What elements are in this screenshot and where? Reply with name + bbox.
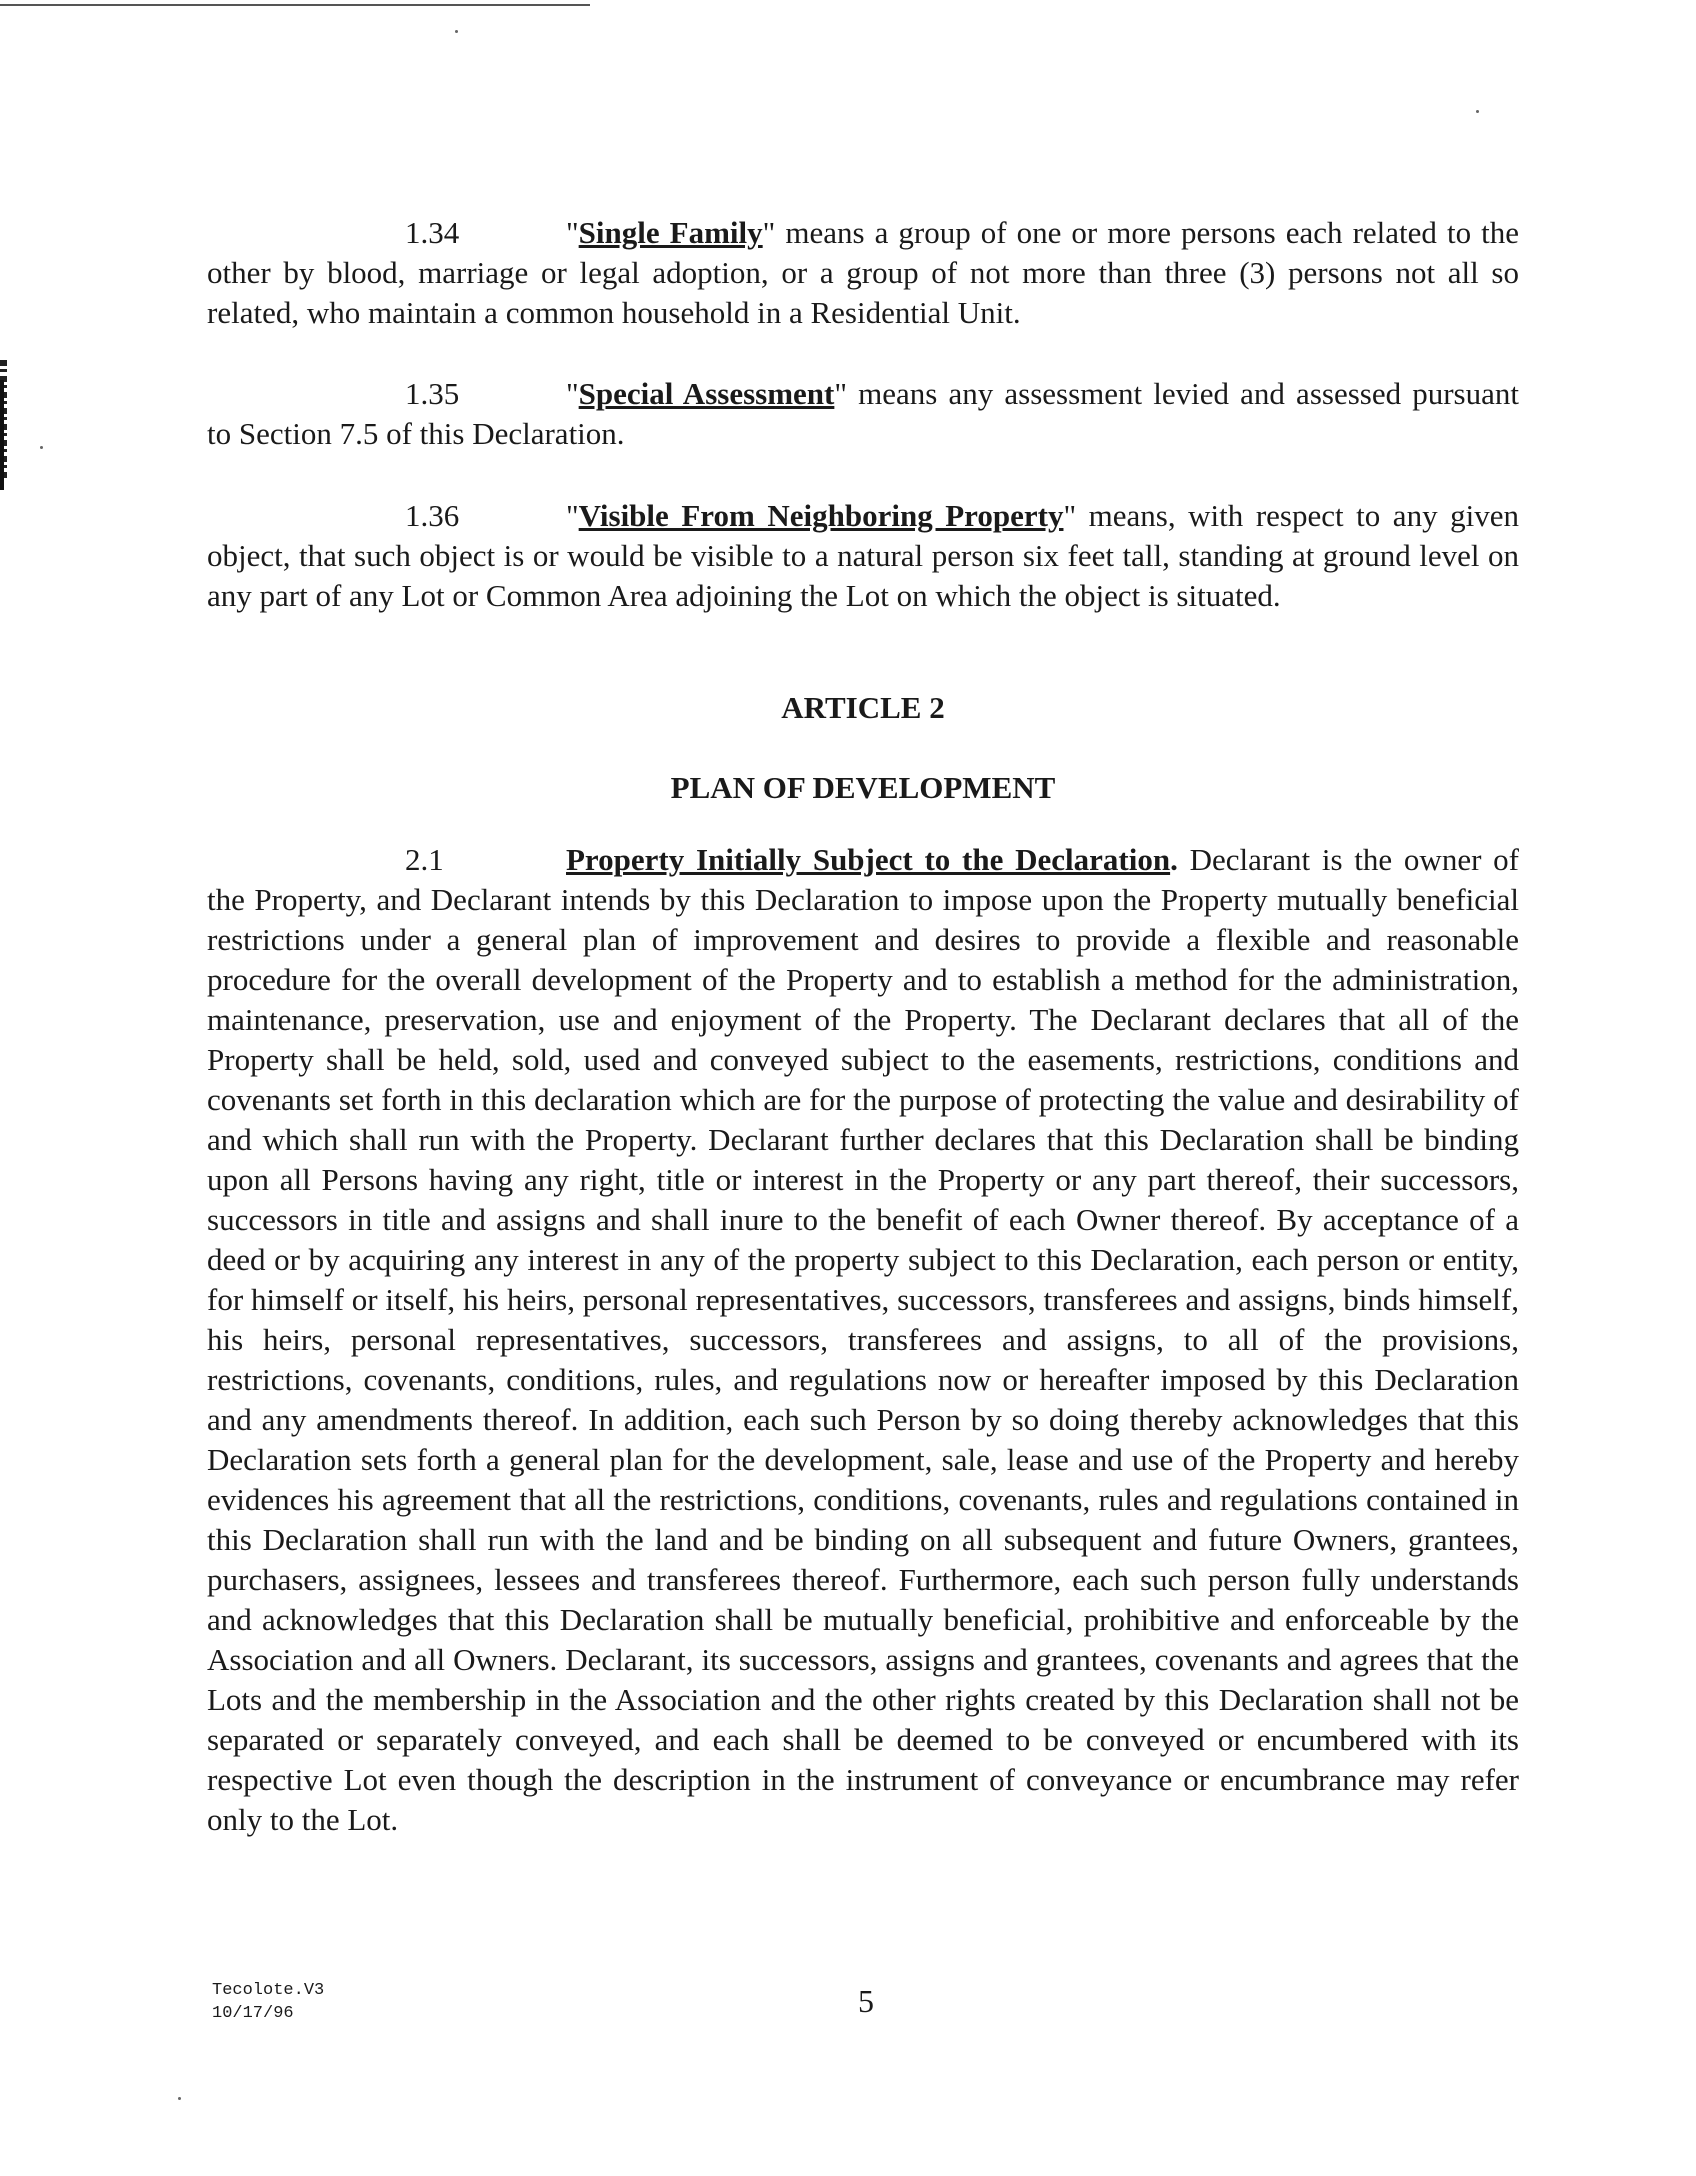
scan-speck [40,446,43,449]
section-heading: Property Initially Subject to the Declaration [566,842,1171,877]
definition-1-36: 1.36 "Visible From Neighboring Property" means, with respect to any given object, that such object is or would be visible to a natural person six feet tall, standing at ground level on any part of any Lot or Common Area adjoining the Lot on which the object is situated. [207,498,1519,613]
footer-date: 10/17/96 [212,2004,294,2023]
scan-speck [455,30,458,33]
section-2-1: 2.1 Property Initially Subject to the Declaration. Declarant is the owner of the Property, and Declarant intends by this Declaration to impose upon the Property mutually beneficial restrictions under a general plan of improvement and desires to provide a flexible and reasonable procedure for the overall development of the Property and to establish a method for the administration, maintenance, preservation, use and enjoyment of the Property. The Declarant declares that all of the Property shall be held, sold, used and conveyed subject to the easements, restrictions, conditions and covenants set forth in this declaration which are for the purpose of protecting the value and desirability of and which shall run with the Property. Declarant further declares that this Declaration shall be binding upon all Persons having any right, title or interest in the Property or any part thereof, their successors, successors in title and assigns and shall inure to the benefit of each Owner thereof. By acceptance of a deed or by acquiring any interest in any of the property subject to this Declaration, each person or entity, for himself or itself, his heirs, personal representatives, successors, transferees and assigns, binds himself, his heirs, personal representatives, successors, transferees and assigns, to all of the provisions, restrictions, covenants, conditions, rules, and regulations now or hereafter imposed by this Declaration and any amendments thereof. In addition, each such Person by so doing thereby acknowledges that this Declaration sets forth a general plan for the development, sale, lease and use of the Property and hereby evidences his agreement that all the restrictions, conditions, covenants, rules and regulations contained in this Declaration shall run with the land and be binding on all subsequent and future Owners, grantees, purchasers, assignees, lessees and transferees thereof. Furthermore, each such person fully understands and acknowledges that this Declaration shall be mutually beneficial, prohibitive and enforceable by the Association and all Owners. Declarant, its successors, assigns and grantees, covenants and agrees that the Lots and the membership in the Association and the other rights created by this Declaration shall not be separated or separately conveyed, and each shall be deemed to be conveyed or encumbered with its respective Lot even though the description in the instrument of conveyance or encumbrance may refer only to the Lot. [207,842,1519,1837]
defined-term: Special Assessment [578,376,835,411]
article-subtitle: PLAN OF DEVELOPMENT [670,770,1056,805]
defined-term: Single Family [578,215,763,250]
section-text: Declarant is the owner of the Property, and Declarant intends by this Declaration to impose upon the Property mutually beneficial restrictions under a general plan of improvement and desires to provide a flexible and reasonable procedure for the overall development of the Property and to establish a method for the administration, maintenance, preservation, use and enjoyment of the Property. The Declarant declares that all of the Property shall be held, sold, used and conveyed subject to the easements, restrictions, conditions and covenants set forth in this declaration which are for the purpose of protecting the value and desirability of and which shall run with the Property. Declarant further declares that this Declaration shall be binding upon all Persons having any right, title or interest in the Property or any part thereof, their successors, successors in title and assigns and shall inure to the benefit of each Owner thereof. By acceptance of a deed or by acquiring any interest in any of the property subject to this Declaration, each person or entity, for himself or itself, his heirs, personal representatives, successors, transferees and assigns, binds himself, his heirs, personal representatives, successors, transferees and assigns, to all of the provisions, restrictions, covenants, conditions, rules, and regulations now or hereafter imposed by this Declaration and any amendments thereof. In addition, each such Person by so doing thereby acknowledges that this Declaration sets forth a general plan for the development, sale, lease and use of the Property and hereby evidences his agreement that all the restrictions, conditions, covenants, rules and regulations contained in this Declaration shall run with the land and be binding on all subsequent and future Owners, grantees, purchasers, assignees, lessees and transferees thereof. Furthermore, each such person fully understands and acknowledges that this Declaration shall be mutually beneficial, prohibitive and enforceable by the Association and all Owners. Declarant, its successors, assigns and grantees, covenants and agrees that the Lots and the membership in the Association and the other rights created by this Declaration shall not be separated or separately conveyed, and each shall be deemed to be conveyed or encumbered with its respective Lot even though the description in the instrument of conveyance or encumbrance may refer only to the Lot. [207,842,1519,1837]
definition-1-35: 1.35 "Special Assessment" means any assessment levied and assessed pursuant to Section 7.5 of this Declaration. [207,376,1519,451]
scan-edge-bar [0,380,4,490]
scan-speck [1476,110,1479,113]
footer-doc-id: Tecolote.V3 [212,1981,325,2000]
scan-top-rule [0,4,590,6]
scan-speck [178,2097,181,2100]
footer-doc-info [212,1979,324,2025]
section-number: 2.1 [405,842,444,877]
defined-term: Visible From Neighboring Property [578,498,1064,533]
definition-1-34: 1.34 "Single Family" means a group of one or more persons each related to the other by blood, marriage or legal adoption, or a group of not more than three (3) persons not all so related, who maintain a common household in a Residential Unit. [207,215,1519,330]
definition-text: means, with respect to any given object, that such object is or would be visible to a natural person six feet tall, standing at ground level on any part of any Lot or Common Area adjoining the Lot on which the object is situated. [207,498,1519,613]
section-number: 1.35 [405,376,460,411]
section-number: 1.34 [405,215,460,250]
definition-text: means a group of one or more persons each related to the other by blood, marriage or legal adoption, or a group of not more than three (3) persons not all so related, who maintain a common household in a Residential Unit. [207,215,1519,330]
document-body [207,213,1519,1840]
definition-text: means any assessment levied and assessed pursuant to Section 7.5 of this Declaration. [207,376,1519,451]
article-title: ARTICLE 2 [781,690,945,725]
page-number: 5 [858,1983,874,2019]
section-number: 1.36 [405,498,460,533]
